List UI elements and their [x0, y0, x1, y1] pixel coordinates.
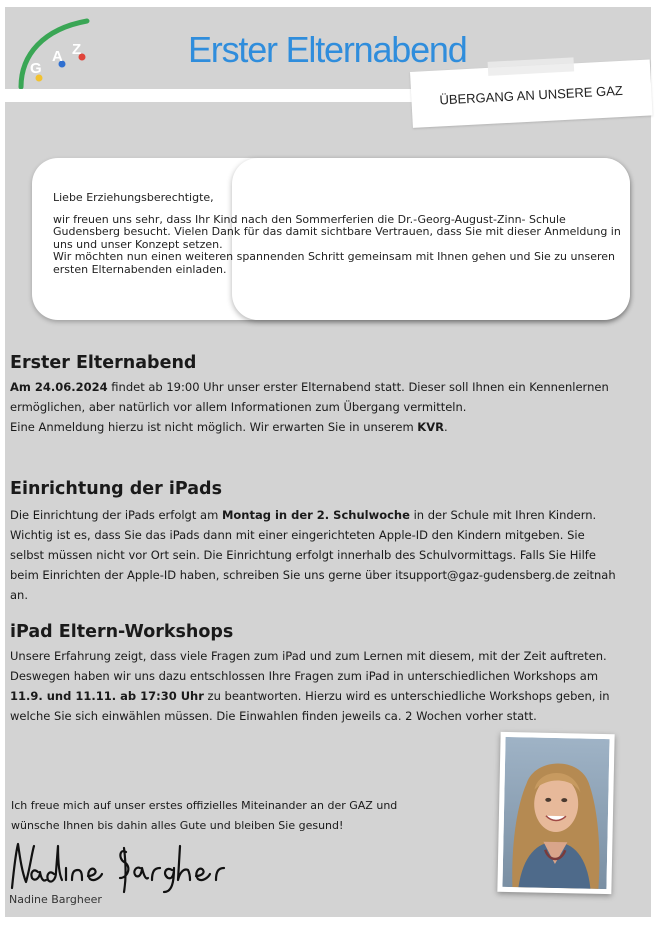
portrait-image — [502, 737, 609, 889]
closing-text — [11, 796, 397, 836]
event-place: KVR — [417, 420, 444, 434]
section2-body — [10, 505, 616, 605]
svg-text:G: G — [30, 60, 42, 77]
section2-paragraph: Die Einrichtung der iPads erfolgt am Montag in der 2. Schulwoche in der Schule mit Ihren Kindern. Wichtig ist es, dass Sie das iPads dann mit einer eingerichteten Apple-ID den Kindern mitgeben. Sie selbst müssen nicht vor Ort sein. Die Einrichtung erfolgt innerhalb des Schulvormittags. Falls Sie Hilfe beim Einrichten der Apple-ID haben, schreiben Sie uns gerne über itsupport@gaz-gudensberg.de zeitnah an. — [10, 508, 616, 602]
page-title: Erster Elternabend — [188, 29, 467, 70]
intro-paragraph-2: Wir möchten nun einen weiteren spannenden Schritt gemeinsam mit Ihnen gehen und Sie zu unseren ersten Elternabenden einladen. — [53, 250, 615, 276]
section3-paragraph: Unsere Erfahrung zeigt, dass viele Fragen zum iPad und zum Lernen mit diesem, mit der Zeit auftreten. Deswegen haben wir uns dazu entschlossen Ihre Fragen zum iPad in unterschiedlichen Workshops am 11.9. und 11.11. ab 17:30 Uhr zu beantworten. Hierzu wird es unterschiedliche Workshops geben, in welche Sie sich einwählen müssen. Die Einwahlen finden jeweils ca. 2 Wochen vorher statt. — [10, 649, 610, 723]
section1-paragraph-1: Am 24.06.2024 findet ab 19:00 Uhr unser erster Elternabend statt. Dieser soll Ihnen ein Kennenlernen ermöglichen, aber natürlich vor allem Informationen zum Übergang vermitteln. — [10, 380, 609, 414]
section1-paragraph-2: Eine Anmeldung hierzu ist nicht möglich. Wir erwarten Sie in unserem KVR. — [10, 420, 448, 434]
intro-text — [53, 192, 633, 276]
portrait-photo — [497, 732, 614, 894]
workshop-dates: 11.9. und 11.11. ab 17:30 Uhr — [10, 689, 204, 703]
section3-body — [10, 646, 610, 726]
svg-text:A: A — [52, 48, 63, 65]
intro-paragraph-1: wir freuen uns sehr, dass Ihr Kind nach den Sommerferien die Dr.-Georg-August-Zinn- Schule Gudensberg besucht. Vielen Dank für das damit sichtbare Vertrauen, dass Sie mit dieser Anmeldung in uns und unser Konzept setzen. — [53, 212, 621, 251]
salutation: Liebe Erziehungsberechtigte, — [53, 191, 214, 204]
event-date: Am 24.06.2024 — [10, 380, 108, 394]
section2-heading: Einrichtung der iPads — [10, 479, 222, 499]
tag-label: ÜBERGANG AN UNSERE GAZ — [439, 82, 624, 108]
section1-body — [10, 377, 610, 437]
closing-line-2: wünsche Ihnen bis dahin alles Gute und bleiben Sie gesund! — [11, 819, 344, 832]
section3-heading: iPad Eltern-Workshops — [10, 622, 234, 642]
signer-name: Nadine Bargheer — [9, 893, 102, 906]
svg-text:Z: Z — [72, 41, 82, 58]
school-logo — [13, 15, 93, 91]
setup-day: Montag in der 2. Schulwoche — [221, 508, 410, 522]
section1-heading: Erster Elternabend — [10, 353, 197, 373]
closing-line-1: Ich freue mich auf unser erstes offizielles Miteinander an der GAZ und — [11, 799, 398, 812]
handwritten-signature — [8, 838, 228, 896]
